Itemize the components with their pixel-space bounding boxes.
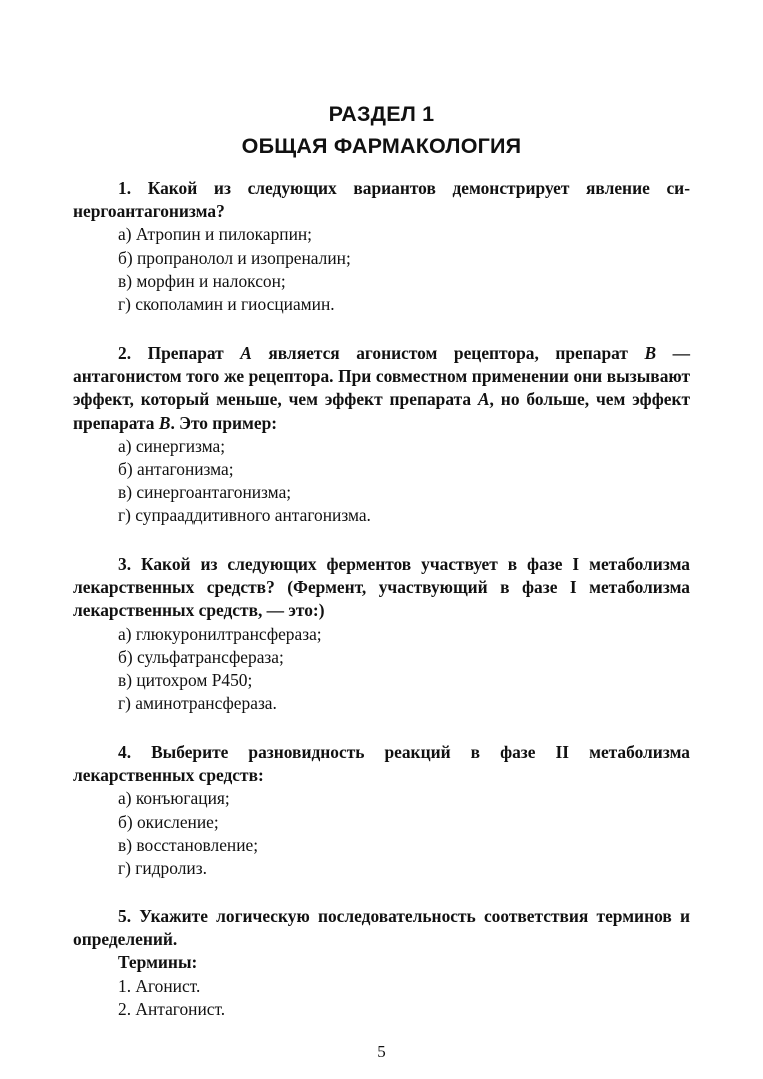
answer-option: а) синергизма; bbox=[118, 435, 226, 456]
question-text-run: 4. Выберите разновидность реакций в фазе II метаболизма лекарственных средств: bbox=[73, 742, 690, 786]
drug-label: В bbox=[158, 412, 171, 433]
answer-option: а) глюкуронилтрансфераза; bbox=[118, 623, 322, 644]
answer-option: б) пропранолол и изопреналин; bbox=[118, 247, 351, 268]
question-1 bbox=[73, 177, 690, 316]
question-text bbox=[73, 342, 690, 435]
question-text-run: 3. Какой из следующих ферментов участвует в фазе I метаболизма лекарственных средств? (Фермент, участвующий в фазе I метаболизма лекарственных средств, — это:) bbox=[73, 554, 690, 621]
terms-list bbox=[73, 975, 690, 1021]
question-text-run: 5. Укажите логическую последовательность соответствия терминов и определений. bbox=[73, 906, 690, 950]
answer-option: г) аминотрансфераза. bbox=[118, 693, 277, 714]
book-page bbox=[73, 0, 690, 1079]
question-text-run: — антагонистом того же рецептора. При совместном применении они вызывают эффект, который меньше, чем эффект препарата bbox=[73, 343, 690, 410]
drug-label: А bbox=[477, 389, 490, 410]
answer-option: в) восстановление; bbox=[118, 834, 259, 855]
section-number: РАЗДЕЛ 1 bbox=[328, 102, 435, 126]
answer-option: а) конъюгация; bbox=[118, 788, 230, 809]
answer-options bbox=[73, 787, 690, 880]
answer-options bbox=[73, 623, 690, 716]
answer-option: г) скополамин и гиосциамин. bbox=[118, 294, 335, 315]
question-text bbox=[73, 741, 690, 787]
question-text bbox=[73, 905, 690, 951]
question-text bbox=[73, 553, 690, 623]
drug-label: В bbox=[644, 343, 657, 363]
drug-label: А bbox=[240, 343, 252, 363]
question-2 bbox=[73, 342, 690, 528]
question-text-run: 1. Какой из следующих вариантов демонстрирует явление синергоантагонизма? bbox=[73, 178, 690, 222]
page-number: 5 bbox=[377, 1042, 386, 1061]
terms-heading: Термины: bbox=[118, 952, 198, 973]
answer-option: в) цитохром Р450; bbox=[118, 670, 253, 691]
answer-option: в) морфин и налоксон; bbox=[118, 270, 286, 291]
question-text-run: . Это пример: bbox=[170, 412, 278, 433]
answer-option: в) синергоантагонизма; bbox=[118, 482, 292, 503]
question-4 bbox=[73, 741, 690, 880]
answer-option: г) гидролиз. bbox=[118, 858, 207, 879]
answer-options bbox=[73, 435, 690, 528]
question-text-run: является агонистом рецептора, препарат bbox=[251, 343, 645, 363]
answer-option: б) окисление; bbox=[118, 811, 219, 832]
term-item: 2. Антагонист. bbox=[118, 998, 226, 1019]
question-text-run: 2. Препарат bbox=[118, 343, 241, 363]
question-5 bbox=[73, 905, 690, 1021]
section-title: ОБЩАЯ ФАРМАКОЛОГИЯ bbox=[241, 134, 522, 158]
question-text-run: , но больше, чем эффект препарата bbox=[73, 389, 691, 433]
answer-option: г) супрааддитивного антагонизма. bbox=[118, 505, 371, 526]
question-text bbox=[73, 177, 690, 223]
answer-options bbox=[73, 223, 690, 316]
answer-option: а) Атропин и пилокарпин; bbox=[118, 224, 313, 245]
term-item: 1. Агонист. bbox=[118, 975, 201, 996]
question-3 bbox=[73, 553, 690, 715]
answer-option: б) антагонизма; bbox=[118, 459, 234, 480]
answer-option: б) сульфатрансфераза; bbox=[118, 646, 284, 667]
